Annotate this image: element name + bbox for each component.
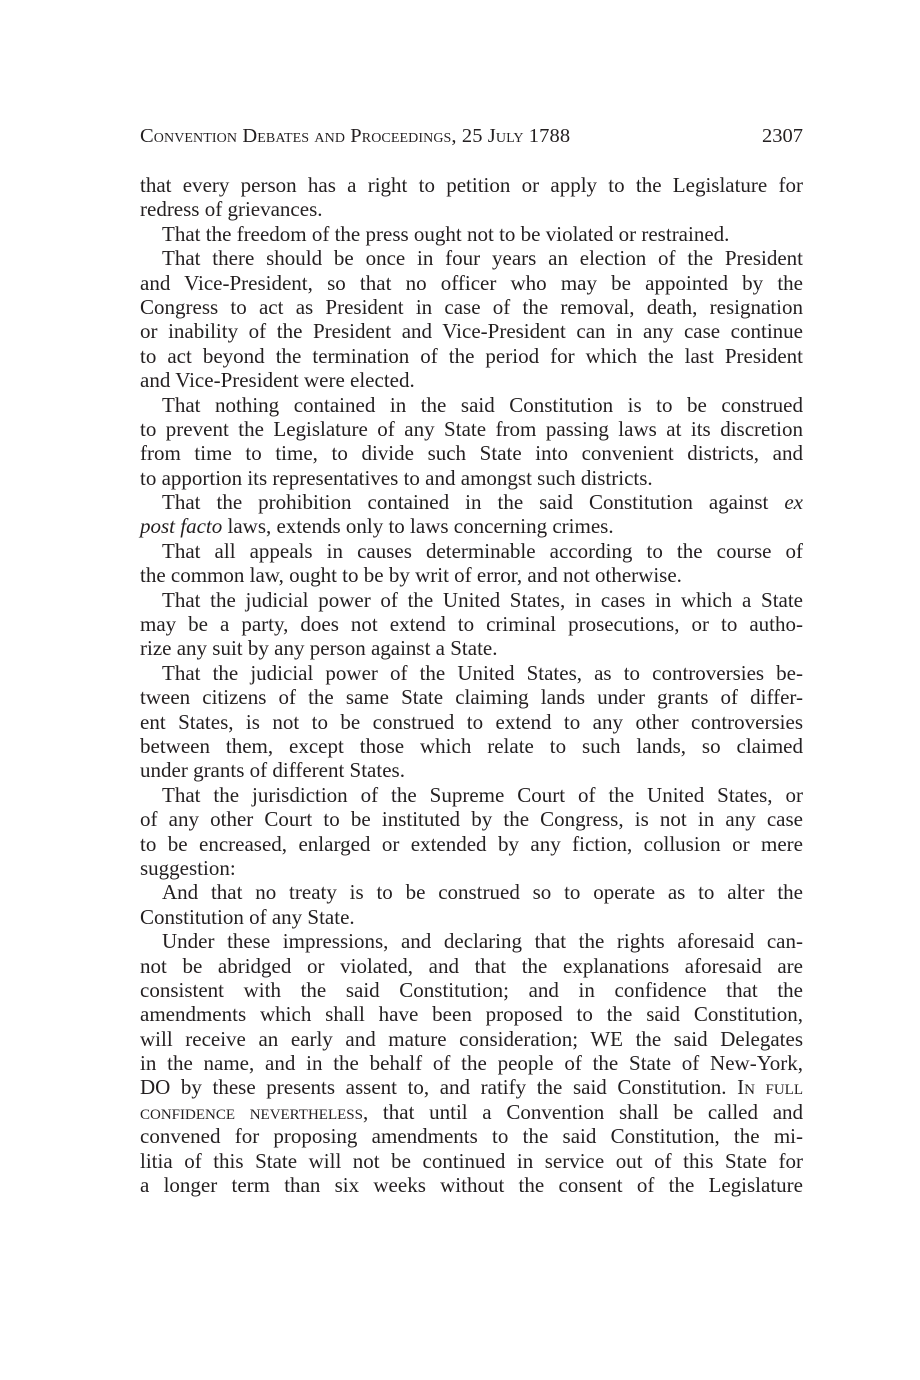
text-line: the common law, ought to be by writ of error, and not otherwise. xyxy=(140,563,682,588)
text-line: under grants of different States. xyxy=(140,758,405,783)
text-line: That all appeals in causes determinable according to the course of xyxy=(162,538,803,563)
text-line: of any other Court to be instituted by the Congress, is not in any case xyxy=(140,807,803,832)
text-line: That the judicial power of the United States, in cases in which a State xyxy=(162,587,803,612)
text-run: DO by these presents assent to, and ratify the said Constitution. xyxy=(140,1075,727,1100)
text-line: from time to time, to divide such State into convenient districts, and xyxy=(140,441,803,466)
text-line: to be encreased, enlarged or extended by any fiction, collusion or mere xyxy=(140,831,803,856)
text-line: That the judicial power of the United States, as to controversies be- xyxy=(162,660,803,685)
italic-run: post facto xyxy=(140,514,223,539)
text-line xyxy=(140,1075,803,1099)
text-line: That the jurisdiction of the Supreme Court of the United States, or xyxy=(162,782,803,807)
text-line: ent States, is not to be construed to extend to any other controversies xyxy=(140,709,803,734)
text-line: That the freedom of the press ought not to be violated or restrained. xyxy=(162,221,730,246)
running-title: Convention Debates and Proceedings, 25 July 1788 xyxy=(140,125,571,147)
text-line: between them, except those which relate to such lands, so claimed xyxy=(140,733,803,758)
text-line: That nothing contained in the said Constitution is to be construed xyxy=(162,392,803,417)
body-text xyxy=(140,173,803,1197)
text-line: convened for proposing amendments to the said Constitution, the mi- xyxy=(140,1124,803,1149)
small-caps-run: In full xyxy=(737,1075,803,1100)
text-line: amendments which shall have been proposed to the said Constitution, xyxy=(140,1002,803,1027)
text-line: that every person has a right to petition or apply to the Legislature for xyxy=(140,173,803,197)
text-line: to apportion its representatives to and amongst such districts. xyxy=(140,465,653,490)
page-number: 2307 xyxy=(762,125,803,147)
text-line xyxy=(140,1100,803,1124)
text-run: that until a Convention shall be called and xyxy=(382,1099,804,1124)
text-line xyxy=(140,514,803,538)
text-line: redress of grievances. xyxy=(140,197,323,222)
italic-run: ex xyxy=(784,490,803,515)
text-line: Congress to act as President in case of the removal, death, resignation xyxy=(140,294,803,319)
text-line: tween citizens of the same State claiming lands under grants of differ- xyxy=(140,685,803,710)
running-head xyxy=(140,122,803,150)
text-line: will receive an early and mature consideration; WE the said Delegates xyxy=(140,1026,803,1051)
text-line: And that no treaty is to be construed so to operate as to alter the xyxy=(162,880,803,905)
text-line: in the name, and in the behalf of the people of the State of New-York, xyxy=(140,1051,803,1076)
text-line: or inability of the President and Vice-President can in any case continue xyxy=(140,319,803,344)
text-line: That there should be once in four years an election of the President xyxy=(162,246,803,271)
text-run: laws, extends only to laws concerning crimes. xyxy=(227,514,614,539)
text-line: a longer term than six weeks without the consent of the Legislature xyxy=(140,1173,803,1198)
text-line: litia of this State will not be continued in service out of this State for xyxy=(140,1148,803,1173)
text-line: Constitution of any State. xyxy=(140,904,355,929)
text-line: and Vice-President, so that no officer who may be appointed by the xyxy=(140,270,803,295)
text-line: may be a party, does not extend to criminal prosecutions, or to autho- xyxy=(140,612,803,637)
small-caps-run: confidence nevertheless, xyxy=(140,1099,369,1124)
text-line: Under these impressions, and declaring that the rights aforesaid can- xyxy=(162,929,803,954)
text-line: not be abridged or violated, and that the explanations aforesaid are xyxy=(140,953,803,978)
text-line: rize any suit by any person against a State. xyxy=(140,636,498,661)
text-line: consistent with the said Constitution; and in confidence that the xyxy=(140,977,803,1002)
text-line: to act beyond the termination of the period for which the last President xyxy=(140,343,803,368)
text-run: That the prohibition contained in the said Constitution against xyxy=(162,490,769,515)
text-line: to prevent the Legislature of any State from passing laws at its discretion xyxy=(140,416,803,441)
text-line: suggestion: xyxy=(140,855,236,880)
text-line xyxy=(140,490,803,514)
text-line: and Vice-President were elected. xyxy=(140,368,415,393)
